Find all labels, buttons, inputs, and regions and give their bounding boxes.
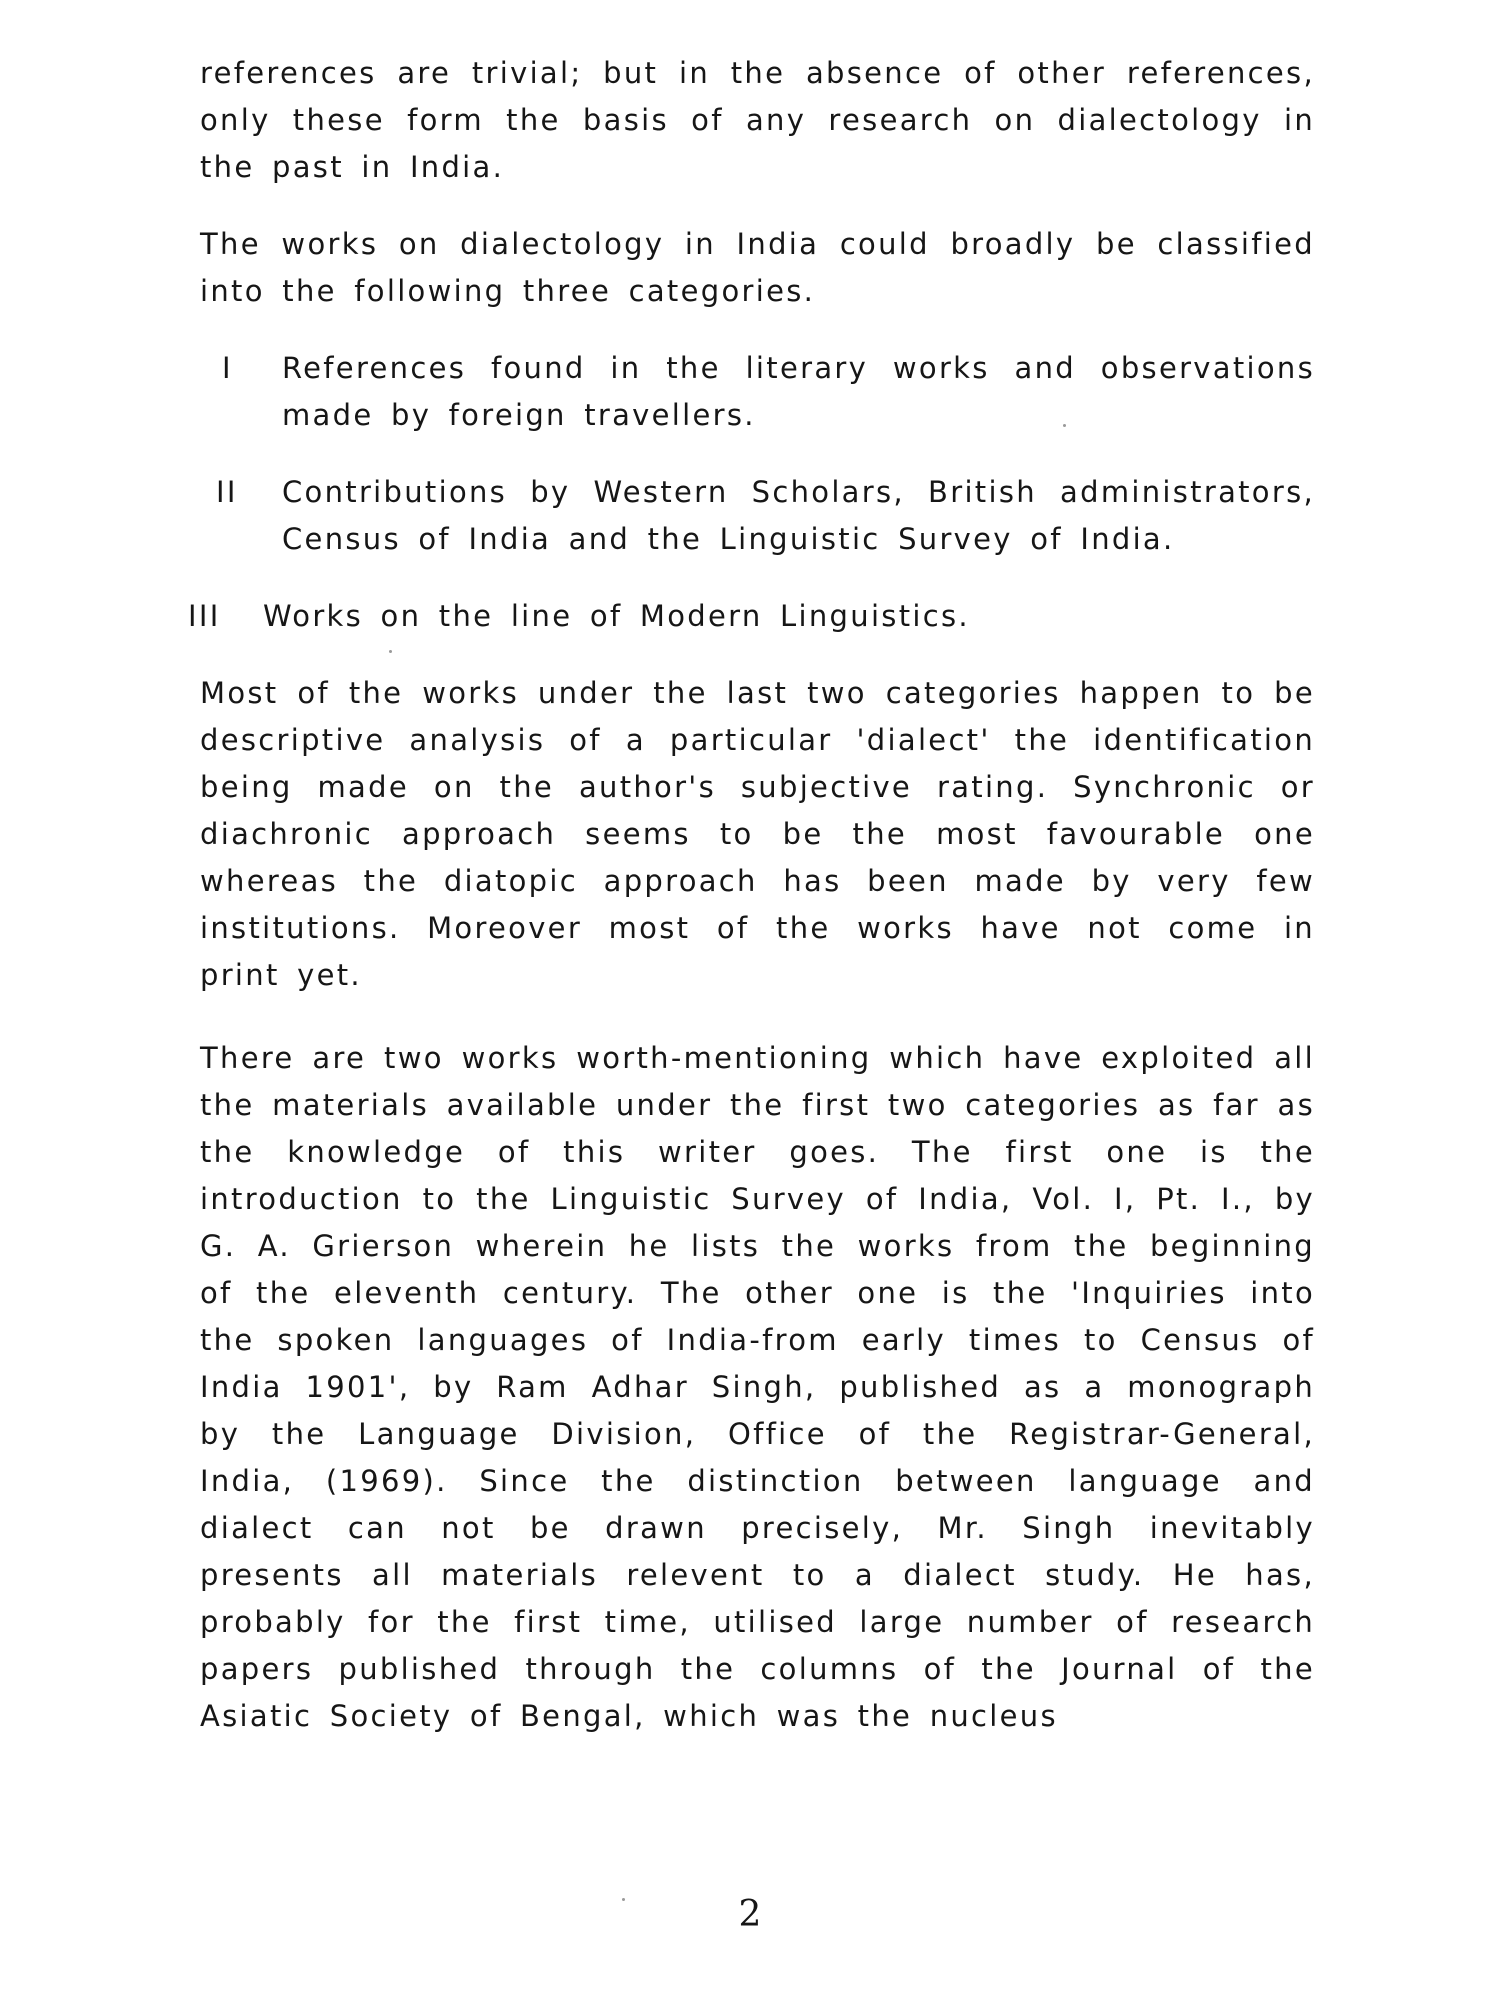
category-number-2: II bbox=[216, 475, 238, 509]
paragraph-descriptive-works: Most of the works under the last two categories happen to be descriptive analysis of a particular 'dialect' the identification being made on the author's subjective rating. Synchronic or diachronic approach seems to be the most favourable one whereas the diatopic approach has been made by very few institutions. Moreover most of the works have not come in print yet. bbox=[200, 676, 1315, 992]
category-list-item-2 bbox=[200, 469, 1315, 563]
paragraph-references-trivial: references are trivial; but in the absence of other references, only these form the basis of any research on dialectology in the past in India. bbox=[200, 56, 1315, 184]
paragraph-two-works: There are two works worth-mentioning which have exploited all the materials available under the first two categories as far as the knowledge of this writer goes. The first one is the introduction to the Linguistic Survey of India, Vol. I, Pt. I., by G. A. Grierson wherein he lists the works from the beginning of the eleventh century. The other one is the 'Inquiries into the spoken languages of India-from early times to Census of India 1901', by Ram Adhar Singh, published as a monograph by the Language Division, Office of the Registrar-General, India, (1969). Since the distinction between language and dialect can not be drawn precisely, Mr. Singh inevitably presents all materials relevent to a dialect study. He has, probably for the first time, utilised large number of research papers published through the columns of the Journal of the Asiatic Society of Bengal, which was the nucleus bbox=[200, 1041, 1315, 1733]
category-list-item-3 bbox=[188, 593, 1315, 640]
scan-speck bbox=[1063, 424, 1066, 427]
category-text-3: Works on the line of Modern Linguistics. bbox=[263, 599, 970, 633]
category-number-3: III bbox=[188, 599, 221, 633]
paragraph-categories-intro: The works on dialectology in India could broadly be classified into the following three categories. bbox=[200, 227, 1315, 308]
category-list-item-1 bbox=[200, 345, 1315, 439]
category-text-1: References found in the literary works and observations made by foreign travellers. bbox=[282, 351, 1315, 432]
page-number: 2 bbox=[738, 1894, 762, 1935]
category-text-2: Contributions by Western Scholars, British administrators, Census of India and the Linguistic Survey of India. bbox=[282, 475, 1315, 556]
scan-speck bbox=[389, 650, 392, 653]
category-number-1: I bbox=[222, 351, 233, 385]
